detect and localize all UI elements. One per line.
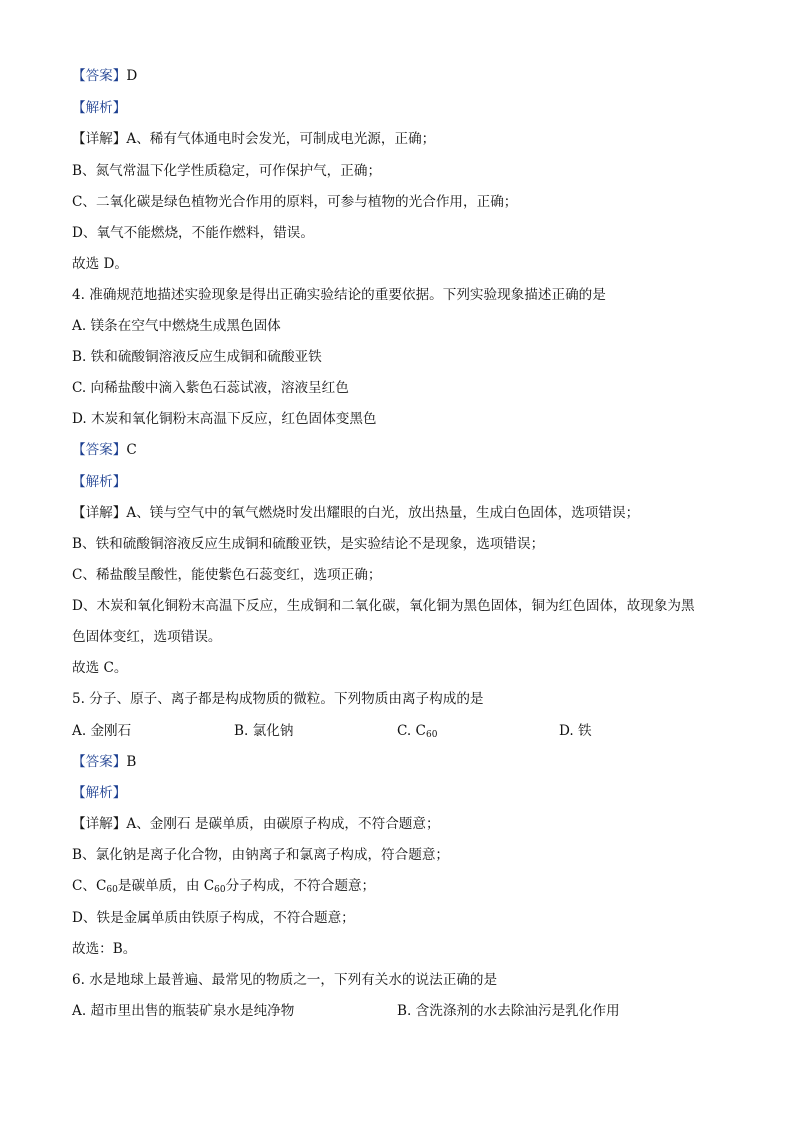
q5-option-d: D. 铁 xyxy=(559,723,592,739)
q4-answer-line xyxy=(72,441,734,459)
q4-conclusion: 故选 C。 xyxy=(72,660,128,676)
q3-answer: D xyxy=(126,68,138,84)
q4-stem: 4. 准确规范地描述实验现象是得出正确实验结论的重要依据。下列实验现象描述正确的是 xyxy=(72,287,606,303)
q5-detail-text: A、金刚石 是碳单质，由碳原子构成，不符合题意； xyxy=(126,816,440,832)
q3-analysis-line xyxy=(72,99,734,117)
q5-conclusion: 故选：B。 xyxy=(72,941,137,957)
q5-detail-line: B、氯化钠是离子化合物，由钠离子和氯离子构成，符合题意； xyxy=(72,847,450,863)
q3-detail-text: A、稀有气体通电时会发光，可制成电光源，正确； xyxy=(126,131,436,147)
answer-tag: 【答案】 xyxy=(72,442,127,458)
analysis-tag: 【解析】 xyxy=(72,474,127,490)
q4-option-a: A. 镁条在空气中燃烧生成黑色固体 xyxy=(72,318,281,334)
q3-detail-line: C、二氧化碳是绿色植物光合作用的原料，可参与植物的光合作用，正确； xyxy=(72,194,518,210)
q3-detail-line: B、氮气常温下化学性质稳定，可作保护气，正确； xyxy=(72,163,382,179)
q6-option-b: B. 含洗涤剂的水去除油污是乳化作用 xyxy=(397,1003,620,1019)
detail-tag: 【详解】 xyxy=(72,816,127,832)
q5-answer-line xyxy=(72,753,734,771)
answer-tag: 【答案】 xyxy=(72,68,127,84)
subscript: 60 xyxy=(214,885,226,895)
q5-detail-c-part: 是碳单质，由 C xyxy=(117,878,215,894)
q4-detail-line: C、稀盐酸呈酸性，能使紫色石蕊变红，选项正确； xyxy=(72,567,382,583)
q3-detail-line: D、氧气不能燃烧，不能作燃料，错误。 xyxy=(72,225,314,241)
q5-detail-line: D、铁是金属单质由铁原子构成，不符合题意； xyxy=(72,910,355,926)
q5-analysis-line xyxy=(72,784,734,802)
detail-tag: 【详解】 xyxy=(72,505,127,521)
q5-option-a: A. 金刚石 xyxy=(72,723,132,739)
q4-option-c: C. 向稀盐酸中滴入紫色石蕊试液，溶液呈红色 xyxy=(72,380,349,396)
analysis-tag: 【解析】 xyxy=(72,785,127,801)
analysis-tag: 【解析】 xyxy=(72,100,127,116)
subscript: 60 xyxy=(425,730,438,740)
subscript: 60 xyxy=(106,885,118,895)
q3-detail-line xyxy=(72,130,734,148)
q5-option-c xyxy=(397,722,437,740)
q4-detail-line: B、铁和硫酸铜溶液反应生成铜和硫酸亚铁，是实验结论不是现象，选项错误； xyxy=(72,536,545,552)
q4-option-b: B. 铁和硫酸铜溶液反应生成铜和硫酸亚铁 xyxy=(72,349,322,365)
q4-answer: C xyxy=(126,442,137,458)
q3-answer-line xyxy=(72,67,734,85)
q5-answer: B xyxy=(126,754,137,770)
q4-detail-line xyxy=(72,504,734,522)
q6-option-a: A. 超市里出售的瓶装矿泉水是纯净物 xyxy=(72,1003,295,1019)
q4-detail-text: A、镁与空气中的氧气燃烧时发出耀眼的白光，放出热量，生成白色固体，选项错误； xyxy=(126,505,640,521)
q5-stem: 5. 分子、原子、离子都是构成物质的微粒。下列物质由离子构成的是 xyxy=(72,691,484,707)
answer-tag: 【答案】 xyxy=(72,754,127,770)
q6-stem: 6. 水是地球上最普遍、最常见的物质之一，下列有关水的说法正确的是 xyxy=(72,972,498,988)
q5-detail-line xyxy=(72,877,734,895)
q5-detail-line xyxy=(72,815,734,833)
q4-detail-line: D、木炭和氧化铜粉末高温下反应，生成铜和二氧化碳，氧化铜为黑色固体，铜为红色固体，故现象为黑 xyxy=(72,598,695,614)
q3-conclusion: 故选 D。 xyxy=(72,256,129,272)
detail-tag: 【详解】 xyxy=(72,131,127,147)
q4-analysis-line xyxy=(72,473,734,491)
q5-detail-c-part: 分子构成，不符合题意； xyxy=(225,878,376,894)
q5-detail-c-part: C、C xyxy=(72,878,107,894)
q4-option-d: D. 木炭和氧化铜粉末高温下反应，红色固体变黑色 xyxy=(72,411,377,427)
q5-option-c-text: C. C xyxy=(397,723,426,739)
q5-option-b: B. 氯化钠 xyxy=(234,723,294,739)
q4-detail-line: 色固体变红，选项错误。 xyxy=(72,629,222,645)
